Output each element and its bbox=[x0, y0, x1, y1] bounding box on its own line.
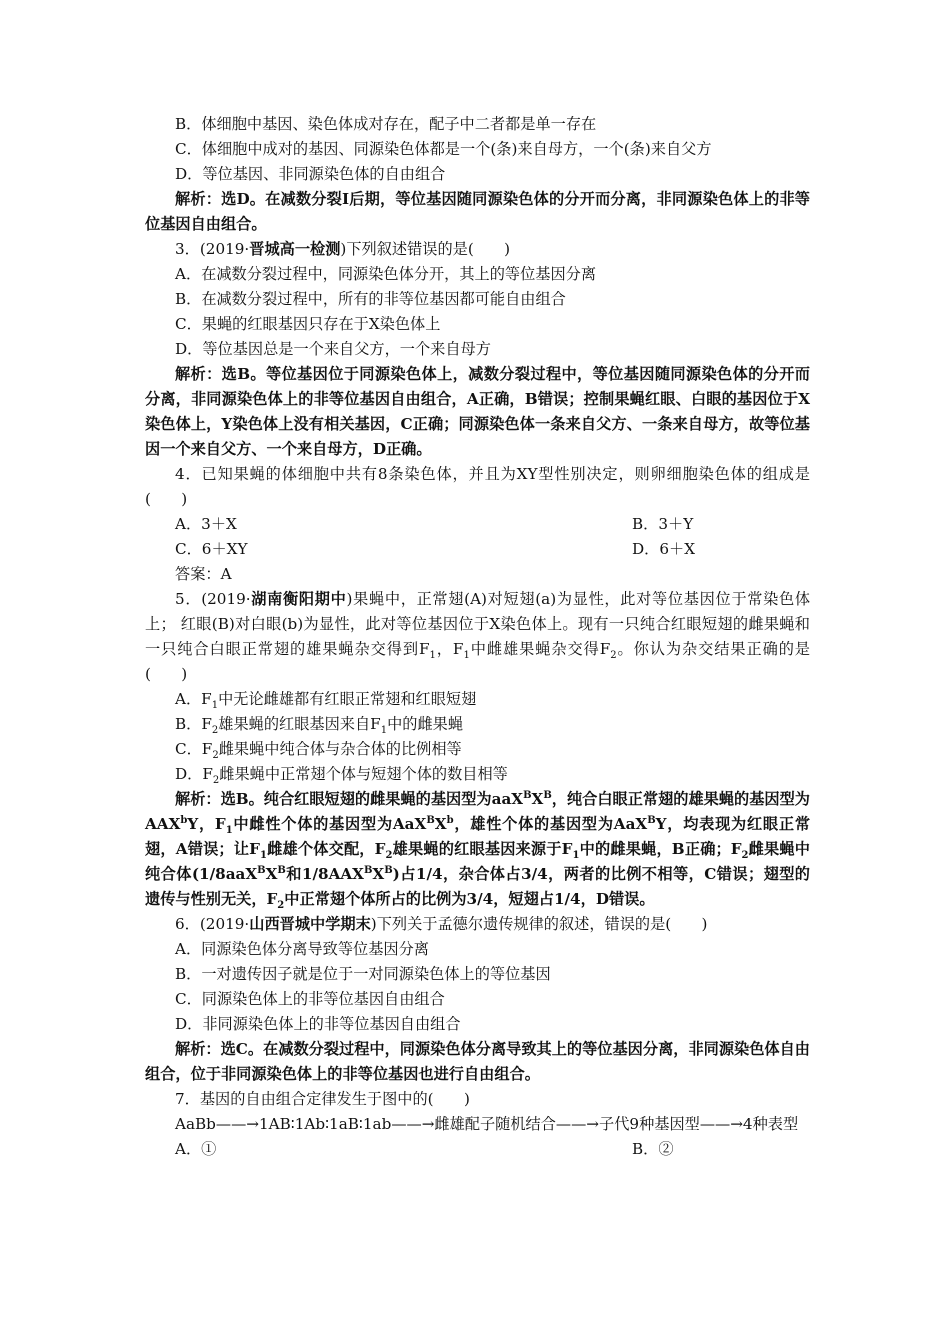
question-3-option-b: B．在减数分裂过程中，所有的非等位基因都可能自由组合 bbox=[175, 290, 566, 308]
question-7-option-b: B．② bbox=[632, 1140, 674, 1158]
question-7-flow: AaBb——→1AB∶1Ab∶1aB∶1ab——→雌雄配子随机结合——→子代9种基因型——→4种表型 bbox=[175, 1115, 799, 1133]
question-5-option-c: C．$F_2$雌果蝇中纯合体与杂合体的比例相等 bbox=[175, 740, 462, 762]
question-5-option-d: D．$F_2$雌果蝇中正常翅个体与短翅个体的数目相等 bbox=[175, 765, 508, 787]
question-5-option-a: A．$F_1$中无论雌雄都有红眼正常翅和红眼短翅 bbox=[175, 690, 477, 712]
question-6-option-d: D．非同源染色体上的非等位基因自由组合 bbox=[175, 1015, 461, 1033]
question-4-option-a: A．3＋X bbox=[175, 515, 237, 533]
question-3: 3．(2019·晋城高一检测)下列叙述错误的是( ) bbox=[175, 240, 511, 258]
analysis-6: 解析：选C。在减数分裂过程中，同源染色体分离导致其上的等位基因分离，非同源染色体自由组合，位于非同源染色体上的非等位基因也进行自由组合。 bbox=[145, 1040, 810, 1083]
question-6-option-c: C．同源染色体上的非等位基因自由组合 bbox=[175, 990, 445, 1008]
analysis-2: 解析：选D。在减数分裂Ⅰ后期，等位基因随同源染色体的分开而分离，非同源染色体上的非等位基因自由组合。 bbox=[145, 190, 810, 233]
question-3-option-d: D．等位基因总是一个来自父方，一个来自母方 bbox=[175, 340, 491, 358]
question-5-source: 湖南衡阳期中 bbox=[250, 590, 347, 608]
question-5: 5．(2019·湖南衡阳期中)果蝇中，正常翅(A)对短翅(a)为显性，此对等位基因位于常染色体上； 红眼(B)对白眼(b)为显性，此对等位基因位于X染色体上。现有一只纯合红眼短翅的雌果蝇和一只纯合白眼正常翅的雄果蝇杂交得到$F_1$，$F_1$中雌雄果蝇杂交得$F_2$。你认为杂交结果正确的是( ) bbox=[145, 590, 811, 683]
question-3-option-c: C．果蝇的红眼基因只存在于X染色体上 bbox=[175, 315, 441, 333]
question-7: 7．基因的自由组合定律发生于图中的( ) bbox=[175, 1090, 470, 1108]
question-4-option-d: D．6＋X bbox=[632, 540, 696, 558]
option-b: B．体细胞中基因、染色体成对存在，配子中二者都是单一存在 bbox=[175, 115, 597, 133]
question-6: 6．(2019·山西晋城中学期末)下列关于孟德尔遗传规律的叙述，错误的是( ) bbox=[175, 915, 708, 933]
analysis-5: 解析：选B。纯合红眼短翅的雌果蝇的基因型为$aaX^BX^B$，纯合白眼正常翅的雄果蝇的基因型为AAX$^b$Y，$F_1$中雌性个体的基因型为$AaX^BX^b$，雄性个体的基因型为AaX$^B$Y，均表现为红眼正常翅，A错误；让$F_1$雌雄个体交配，$F_2$雄果蝇的红眼基因来源于$F_1$中的雌果蝇，B正确；$F_2$雌果蝇中纯合体($1/8aaX^BX^B$和$1/8AAX^BX^B$)占1/4，杂合体占3/4，两者的比例不相等，C错误；翅型的遗传与性别无关，$F_2$中正常翅个体所占的比例为3/4，短翅占1/4，D错误。 bbox=[145, 789, 811, 912]
question-5-option-b: B．$F_2$雄果蝇的红眼基因来自$F_1$中的雌果蝇 bbox=[175, 715, 463, 737]
answer-4: 答案：A bbox=[175, 565, 232, 583]
document-page bbox=[145, 112, 810, 1162]
question-4-option-b: B．3＋Y bbox=[632, 515, 694, 533]
question-3-option-a: A．在减数分裂过程中，同源染色体分开，其上的等位基因分离 bbox=[175, 265, 597, 283]
question-6-source: 山西晋城中学期末 bbox=[249, 915, 371, 933]
option-c: C．体细胞中成对的基因、同源染色体都是一个(条)来自母方，一个(条)来自父方 bbox=[175, 140, 712, 158]
question-3-source: 晋城高一检测 bbox=[249, 240, 341, 258]
question-4-options-row-1 bbox=[145, 512, 810, 537]
question-6-option-b: B．一对遗传因子就是位于一对同源染色体上的等位基因 bbox=[175, 965, 551, 983]
question-4: 4．已知果蝇的体细胞中共有8条染色体，并且为XY型性别决定，则卵细胞染色体的组成是( ) bbox=[145, 465, 810, 508]
question-7-option-a: A．① bbox=[175, 1140, 217, 1158]
question-7-options-row bbox=[145, 1137, 810, 1162]
question-4-options-row-2 bbox=[145, 537, 810, 562]
question-4-option-c: C．6＋XY bbox=[175, 540, 248, 558]
analysis-3: 解析：选B。等位基因位于同源染色体上，减数分裂过程中，等位基因随同源染色体的分开而分离，非同源染色体上的非等位基因自由组合，A正确，B错误；控制果蝇红眼、白眼的基因位于X染色体上，Y染色体上没有相关基因，C正确；同源染色体一条来自父方、一条来自母方，故等位基因一个来自父方、一个来自母方，D正确。 bbox=[145, 365, 810, 458]
option-d: D．等位基因、非同源染色体的自由组合 bbox=[175, 165, 446, 183]
question-6-option-a: A．同源染色体分离导致等位基因分离 bbox=[175, 940, 429, 958]
